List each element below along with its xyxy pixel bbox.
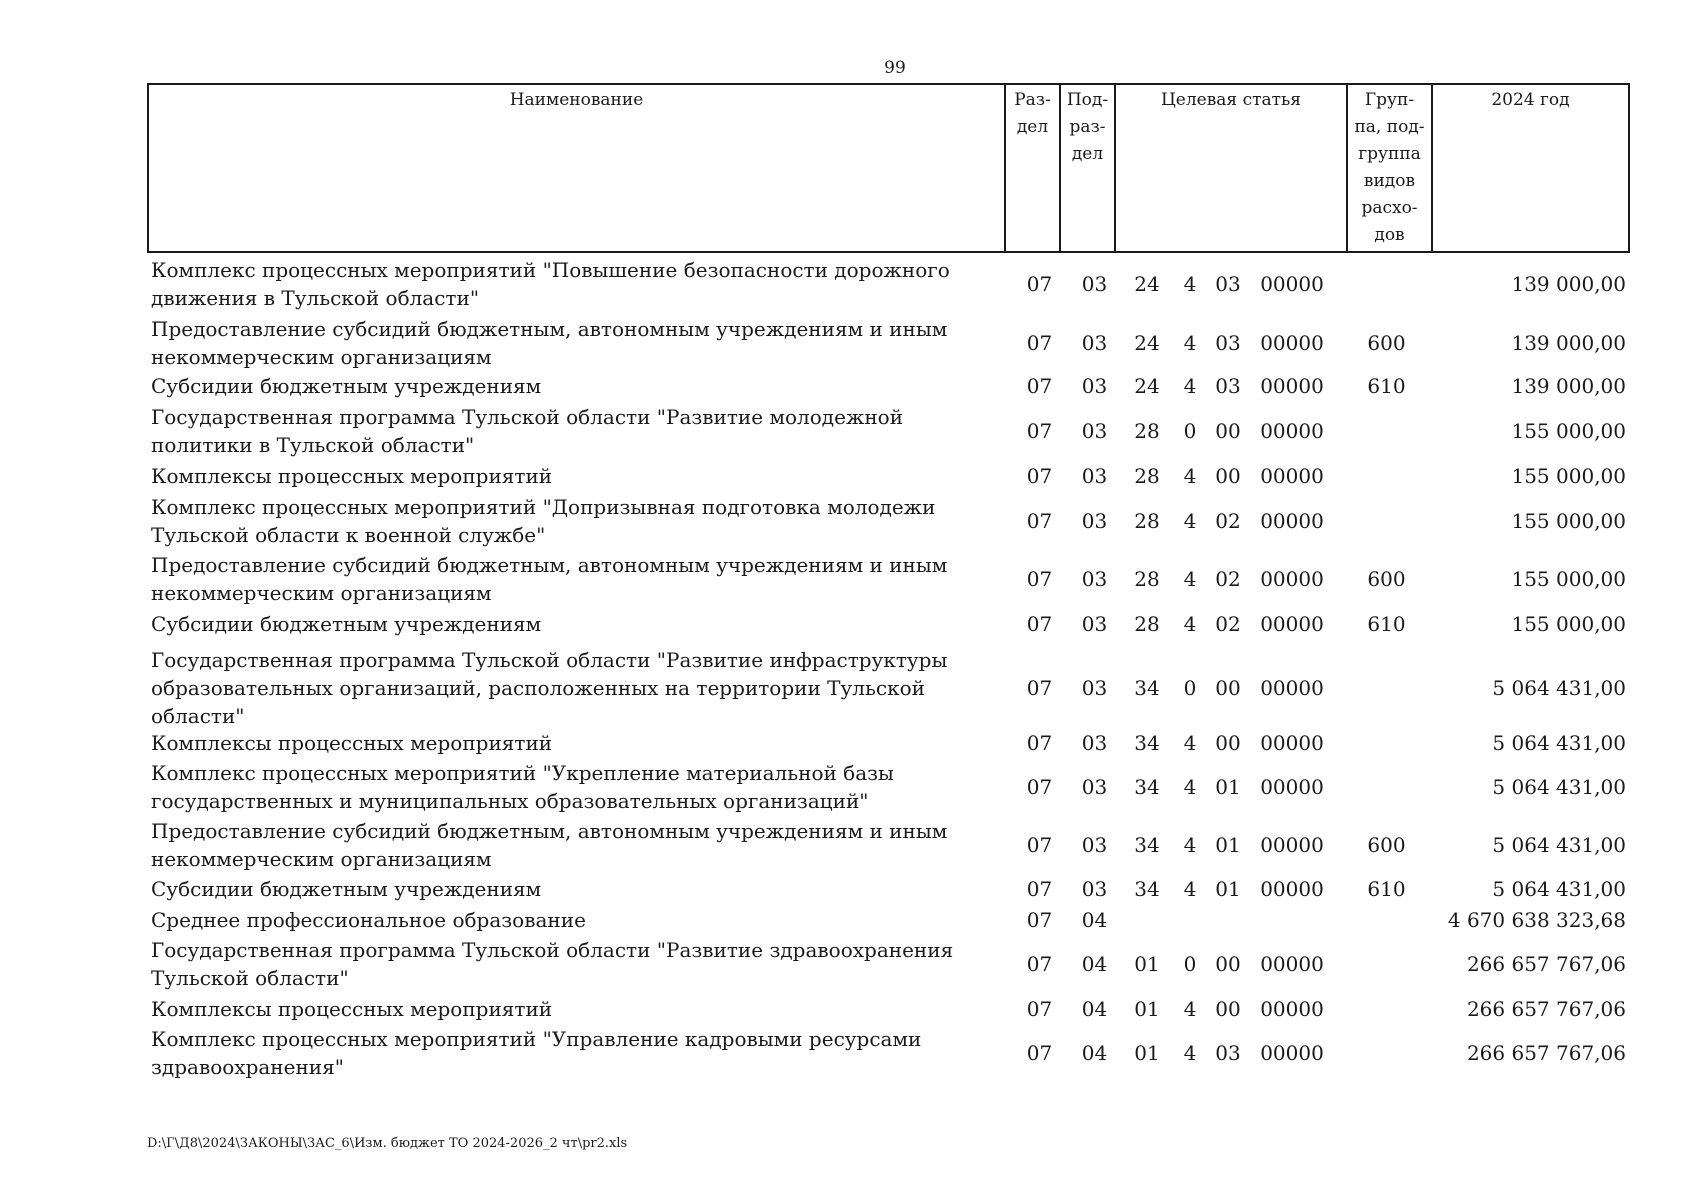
row-t2: 0 [1183,952,1197,976]
row-t1: 01 [1134,1041,1160,1065]
row-rz: 07 [1026,509,1053,533]
row-amount: 139 000,00 [1511,331,1626,355]
row-t3: 00 [1215,676,1241,700]
row-name: Среднее профессиональное образование [151,908,586,932]
row-name: Предоставление субсидий бюджетным, автономным учреждениям и иным некоммерческим организациям [151,317,948,369]
row-t3: 02 [1215,567,1241,591]
row-t1: 01 [1134,997,1160,1021]
row-t4: 00000 [1260,419,1324,443]
row-t2: 4 [1183,731,1197,755]
row-amount: 5 064 431,00 [1492,775,1626,799]
header-group [1346,85,1431,251]
row-rz: 07 [1026,877,1053,901]
header-razdel [1004,85,1059,251]
row-name: Комплекс процессных мероприятий "Укрепление материальной базы государственных и муниципальных образовательных организаций" [151,761,894,813]
row-t4: 00000 [1260,952,1324,976]
header-razdel-line: Раз- [1014,90,1051,110]
row-t1: 24 [1134,272,1160,296]
header-year: 2024 год [1431,85,1628,251]
row-grp [1344,461,1429,491]
table-row [147,994,1630,1024]
row-name: Субсидии бюджетным учреждениям [151,374,542,398]
row-amount: 155 000,00 [1511,612,1626,636]
header-podrazdel-line: дел [1071,144,1104,164]
table-row [147,650,1630,726]
row-grp: 600 [1367,567,1406,591]
row-t3: 03 [1215,374,1241,398]
row-t2: 0 [1183,419,1197,443]
row-name: Комплекс процессных мероприятий "Допризывная подготовка молодежи Тульской области к военной службе" [151,495,936,547]
row-t2: 4 [1183,997,1197,1021]
row-rz: 07 [1026,374,1053,398]
row-t2 [1175,905,1205,935]
row-grp: 600 [1367,331,1406,355]
row-t4: 00000 [1260,331,1324,355]
row-grp [1344,905,1429,935]
row-t4: 00000 [1260,509,1324,533]
row-t3: 00 [1215,997,1241,1021]
row-name: Комплекс процессных мероприятий "Управление кадровыми ресурсами здравоохранения" [151,1027,922,1079]
row-t1: 34 [1134,731,1160,755]
row-pr: 03 [1081,833,1108,857]
row-grp [1344,994,1429,1024]
table-row [147,403,1630,459]
row-name: Государственная программа Тульской области "Развитие молодежной политики в Тульской области" [151,405,904,457]
row-t1: 28 [1134,419,1160,443]
row-t4: 00000 [1260,1041,1324,1065]
row-pr: 03 [1081,272,1108,296]
row-rz: 07 [1026,419,1053,443]
row-t3: 03 [1215,272,1241,296]
row-pr: 03 [1081,877,1108,901]
row-pr: 03 [1081,509,1108,533]
row-t2: 4 [1183,567,1197,591]
row-amount: 266 657 767,06 [1466,997,1626,1021]
row-t1: 28 [1134,612,1160,636]
header-group-line: видов [1363,171,1416,191]
table-row [147,935,1630,993]
row-t4: 00000 [1260,567,1324,591]
table-row [147,552,1630,606]
row-t4: 00000 [1260,676,1324,700]
table-row [147,905,1630,935]
row-grp [1344,1024,1429,1082]
row-t2: 4 [1183,331,1197,355]
row-t2: 0 [1183,676,1197,700]
row-grp [1344,403,1429,459]
row-t4: 00000 [1260,374,1324,398]
row-name: Комплексы процессных мероприятий [151,731,553,755]
page-number: 99 [884,58,906,78]
row-t1: 34 [1134,676,1160,700]
row-t3: 02 [1215,612,1241,636]
row-t4: 00000 [1260,877,1324,901]
table-row [147,461,1630,491]
row-t4: 00000 [1260,731,1324,755]
table-row [147,758,1630,816]
row-amount: 139 000,00 [1511,374,1626,398]
row-t3: 00 [1215,419,1241,443]
row-pr: 03 [1081,612,1108,636]
table-row [147,1024,1630,1082]
row-t4: 00000 [1260,612,1324,636]
row-t4: 00000 [1260,833,1324,857]
row-rz: 07 [1026,612,1053,636]
row-pr: 03 [1081,731,1108,755]
header-podrazdel-line: раз- [1069,117,1106,137]
row-t1: 34 [1134,877,1160,901]
row-rz: 07 [1026,567,1053,591]
row-t3: 00 [1215,731,1241,755]
row-t3: 00 [1215,952,1241,976]
row-t1: 28 [1134,567,1160,591]
row-rz: 07 [1026,731,1053,755]
row-pr: 04 [1081,908,1108,932]
row-rz: 07 [1026,676,1053,700]
row-pr: 03 [1081,374,1108,398]
row-pr: 03 [1081,331,1108,355]
row-grp [1344,492,1429,550]
row-rz: 07 [1026,464,1053,488]
row-amount: 4 670 638 323,68 [1447,908,1626,932]
table-header [147,83,1630,253]
row-rz: 07 [1026,908,1053,932]
row-amount: 155 000,00 [1511,567,1626,591]
row-t1: 01 [1134,952,1160,976]
table-row [147,728,1630,758]
row-t4: 00000 [1260,775,1324,799]
row-t1: 28 [1134,464,1160,488]
row-amount: 5 064 431,00 [1492,877,1626,901]
row-t1 [1127,905,1167,935]
row-rz: 07 [1026,775,1053,799]
header-group-line: дов [1374,225,1405,245]
row-t2: 4 [1183,272,1197,296]
row-rz: 07 [1026,997,1053,1021]
header-razdel-line: дел [1016,117,1049,137]
row-rz: 07 [1026,331,1053,355]
row-name: Государственная программа Тульской области "Развитие здравоохранения Тульской области" [151,938,954,990]
row-name: Субсидии бюджетным учреждениям [151,612,542,636]
row-t3: 01 [1215,877,1241,901]
row-t2: 4 [1183,464,1197,488]
row-t1: 28 [1134,509,1160,533]
row-amount: 139 000,00 [1511,272,1626,296]
table-row [147,315,1630,371]
file-path-footer: D:\Г\Д8\2024\ЗАКОНЫ\ЗАС_6\Изм. бюджет ТО 2024-2026_2 чт\pr2.xls [147,1136,628,1151]
row-grp [1344,255,1429,313]
row-t1: 34 [1134,775,1160,799]
row-t4: 00000 [1260,272,1324,296]
row-amount: 266 657 767,06 [1466,952,1626,976]
row-amount: 155 000,00 [1511,419,1626,443]
header-group-line: расхо- [1361,198,1418,218]
row-pr: 03 [1081,567,1108,591]
row-name: Комплексы процессных мероприятий [151,464,553,488]
row-name: Государственная программа Тульской области "Развитие инфраструктуры образовательных организаций, расположенных на территории Тульской области" [151,648,948,728]
header-group-line: Груп- [1364,90,1415,110]
row-t2: 4 [1183,877,1197,901]
row-grp: 600 [1367,833,1406,857]
row-grp [1344,650,1429,726]
row-rz: 07 [1026,272,1053,296]
row-pr: 04 [1081,952,1108,976]
header-name: Наименование [509,90,644,110]
row-t1: 34 [1134,833,1160,857]
row-amount: 5 064 431,00 [1492,731,1626,755]
header-group-line: группа [1358,144,1421,164]
row-rz: 07 [1026,833,1053,857]
row-t3: 03 [1215,1041,1241,1065]
row-amount: 155 000,00 [1511,464,1626,488]
row-t3 [1209,905,1247,935]
row-t3: 01 [1215,833,1241,857]
row-name: Предоставление субсидий бюджетным, автономным учреждениям и иным некоммерческим организациям [151,553,948,605]
row-rz: 07 [1026,1041,1053,1065]
row-t2: 4 [1183,1041,1197,1065]
row-grp: 610 [1367,877,1406,901]
row-t3: 02 [1215,509,1241,533]
header-target: Целевая статья [1114,85,1346,251]
row-t3: 03 [1215,331,1241,355]
table-row [147,874,1630,904]
row-t4: 00000 [1260,464,1324,488]
row-t1: 24 [1134,374,1160,398]
row-t2: 4 [1183,612,1197,636]
table-row [147,818,1630,872]
row-t4 [1252,905,1332,935]
row-t2: 4 [1183,775,1197,799]
row-grp: 610 [1367,612,1406,636]
table-row [147,492,1630,550]
row-pr: 03 [1081,419,1108,443]
row-grp [1344,728,1429,758]
row-t3: 01 [1215,775,1241,799]
row-grp: 610 [1367,374,1406,398]
row-amount: 155 000,00 [1511,509,1626,533]
row-t2: 4 [1183,509,1197,533]
row-pr: 03 [1081,464,1108,488]
row-name: Предоставление субсидий бюджетным, автономным учреждениям и иным некоммерческим организациям [151,819,948,871]
row-pr: 04 [1081,997,1108,1021]
table-row [147,608,1630,640]
row-name: Комплексы процессных мероприятий [151,997,553,1021]
row-rz: 07 [1026,952,1053,976]
row-pr: 03 [1081,775,1108,799]
row-amount: 5 064 431,00 [1492,676,1626,700]
row-amount: 5 064 431,00 [1492,833,1626,857]
row-grp [1344,935,1429,993]
header-group-line: па, под- [1354,117,1425,137]
row-t2: 4 [1183,833,1197,857]
row-pr: 03 [1081,676,1108,700]
header-podrazdel-line: Под- [1066,90,1109,110]
table-row [147,371,1630,401]
row-t2: 4 [1183,374,1197,398]
header-podrazdel [1059,85,1114,251]
table-row [147,255,1630,313]
row-name: Комплекс процессных мероприятий "Повышение безопасности дорожного движения в Тульской области" [151,258,950,310]
row-t3: 00 [1215,464,1241,488]
row-t1: 24 [1134,331,1160,355]
row-pr: 04 [1081,1041,1108,1065]
row-t4: 00000 [1260,997,1324,1021]
row-amount: 266 657 767,06 [1466,1041,1626,1065]
row-grp [1344,758,1429,816]
row-name: Субсидии бюджетным учреждениям [151,877,542,901]
